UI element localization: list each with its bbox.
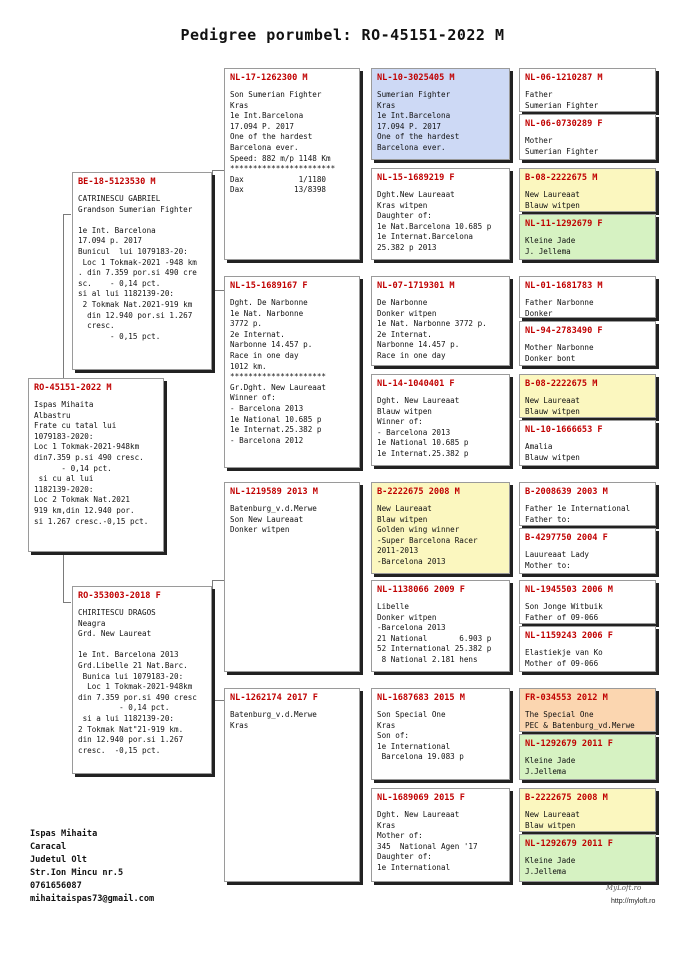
pigeon-details: The Special One PEC & Batenburg_vd.Merwe [525,710,635,730]
pigeon-details: Dght. New Laureaat Blauw witpen Winner of: - Barcelona 2013 1e National 10.685 p 1e Internat.25.382 p [377,396,469,458]
ring-number: B-2008639 2003 M [525,487,608,497]
owner-email[interactable]: mihaitaispas73@gmail.com [30,894,155,904]
pedigree-card-gen5[interactable] [519,788,656,832]
ring-number: NL-1292679 2011 F [525,739,613,749]
pedigree-card-gen4[interactable] [371,580,510,672]
owner-county: Judetul Olt [30,855,87,865]
pigeon-details: De Narbonne Donker witpen 1e Nat. Narbonne 3772 p. 2e Internat. Narbonne 14.457 p. Race in one day [377,298,487,360]
pedigree-card-gen5[interactable] [519,834,656,882]
pedigree-card-gen4[interactable] [371,168,510,260]
pigeon-details: CATRINESCU GABRIEL Grandson Sumerian Fighter 1e Int. Barcelona 17.094 p. 2017 Bunicul lui 1079183-20: Loc 1 Tokmak-2021 -948 km . din 7.359 por.si 490 cre sc. - 0,14 pct. si al lui 1182139-20: 2 Tokmak Nat.2021-919 km din 12.940 por.si 1.267 cresc. - 0,15 pct. [78,194,197,341]
ring-number: NL-15-1689219 F [377,173,455,183]
pedigree-card-gen5[interactable] [519,528,656,574]
pigeon-details: New Laureaat Blauw witpen [525,190,580,210]
ring-number: NL-1219589 2013 M [230,487,318,497]
ring-number: NL-1945503 2006 M [525,585,613,595]
pigeon-details: Ispas Mihaita Albastru Frate cu tatal lui 1079183-2020: Loc 1 Tokmak-2021-948km din7.359 p.si 490 cresc. - 0,14 pct. si cu al lui 1182139-2020: Loc 2 Tokmak Nat.2021 919 km,din 12.940 por. si 1.267 cresc.-0,15 pct. [34,400,149,526]
pedigree-card-gen4[interactable] [371,788,510,882]
pedigree-card-gen4[interactable] [371,374,510,466]
ring-number: NL-1138066 2009 F [377,585,465,595]
owner-street: Str.Ion Mincu nr.5 [30,868,124,878]
ring-number: B-2222675 2008 M [525,793,608,803]
pedigree-card-gen5[interactable] [519,114,656,160]
pigeon-details: Kleine Jade J.Jellema [525,856,576,876]
pedigree-card-dam-sire[interactable] [224,482,360,672]
pigeon-details: New Laureaat Blauw witpen [525,396,580,416]
pigeon-details: Father Narbonne Donker [525,298,594,318]
pigeon-details: Mother Sumerian Fighter [525,136,599,156]
ring-number: B-08-2222675 M [525,173,598,183]
pedigree-card-sire[interactable] [72,172,212,370]
ring-number: NL-1262174 2017 F [230,693,318,703]
ring-number: FR-034553 2012 M [525,693,608,703]
pedigree-card-gen5[interactable] [519,580,656,624]
ring-number: NL-1689069 2015 F [377,793,465,803]
ring-number: B-4297750 2004 F [525,533,608,543]
pigeon-details: Lauureaat Lady Mother to: [525,550,590,570]
pedigree-card-gen4[interactable] [371,482,510,574]
pedigree-card-sire-dam[interactable] [224,276,360,468]
pigeon-details: CHIRITESCU DRAGOS Neagra Grd. New Laureat 1e Int. Barcelona 2013 Grd.Libelle 21 Nat.Barc. Bunica lui 1079183-20: Loc 1 Tokmak-2021-948km din 7.359 por.si 490 cresc - 0,14 pct. si a lui 1182139-20: 2 Tokmak Nat"21-919 km. din 12.940 por.si 1.267 cresc. -0,15 pct. [78,608,197,755]
pigeon-details: Dght.New Laureaat Kras witpen Daughter of: 1e Nat.Barcelona 10.685 p 1e Internat.Barcelona 25.382 p 2013 [377,190,492,252]
pigeon-details: Elastiekje van Ko Mother of 09-066 [525,648,603,668]
site-url-link[interactable]: http://myloft.ro [611,898,656,905]
pigeon-details: Kleine Jade J.Jellema [525,756,576,776]
ring-number: NL-14-1040401 F [377,379,455,389]
pedigree-card-sire-sire[interactable] [224,68,360,260]
pedigree-card-gen5[interactable] [519,168,656,212]
pigeon-details: Mother Narbonne Donker bont [525,343,594,363]
pigeon-details: Libelle Donker witpen -Barcelona 2013 21 National 6.903 p 52 International 25.382 p 8 National 2.181 hens [377,602,492,664]
pedigree-card-gen5[interactable] [519,420,656,466]
connector-line [212,580,213,700]
connector-line [212,290,224,291]
pedigree-card-subject[interactable] [28,378,164,552]
pedigree-card-dam[interactable] [72,586,212,774]
owner-contact [30,828,154,906]
ring-number: RO-45151-2022 M [34,383,112,393]
pedigree-card-gen5[interactable] [519,321,656,366]
pedigree-card-gen5[interactable] [519,626,656,672]
connector-line [63,602,71,603]
pedigree-card-gen4[interactable] [371,688,510,780]
pigeon-details: Son Special One Kras Son of: 1e International Barcelona 19.083 p [377,710,464,762]
ring-number: NL-11-1292679 F [525,219,603,229]
pigeon-details: Father Sumerian Fighter [525,90,599,110]
ring-number: RO-353003-2018 F [78,591,161,601]
ring-number: NL-17-1262300 M [230,73,308,83]
page-title: Pedigree porumbel: RO-45151-2022 M [180,26,505,44]
pigeon-details: New Laureaat Blaw witpen [525,810,580,830]
ring-number: NL-1687683 2015 M [377,693,465,703]
pedigree-card-gen5[interactable] [519,688,656,732]
owner-city: Caracal [30,842,67,852]
ring-number: NL-15-1689167 F [230,281,308,291]
ring-number: B-2222675 2008 M [377,487,460,497]
ring-number: NL-07-1719301 M [377,281,455,291]
connector-line [212,700,224,701]
ring-number: NL-1292679 2011 F [525,839,613,849]
owner-phone: 0761656087 [30,881,82,891]
owner-name: Ispas Mihaita [30,829,98,839]
pedigree-card-gen5[interactable] [519,734,656,780]
pedigree-card-gen5[interactable] [519,68,656,112]
ring-number: NL-06-0730289 F [525,119,603,129]
pigeon-details: Father 1e International Father to: [525,504,631,524]
ring-number: NL-10-3025405 M [377,73,455,83]
pigeon-details: Kleine Jade J. Jellema [525,236,576,256]
connector-line [212,170,213,290]
connector-line [212,580,224,581]
pigeon-details: Sumerian Fighter Kras 1e Int.Barcelona 17.094 P. 2017 One of the hardest Barcelona ever. [377,90,460,152]
pigeon-details: Batenburg_v.d.Merwe Kras [230,710,317,730]
ring-number: NL-01-1681783 M [525,281,603,291]
connector-line [212,170,224,171]
ring-number: NL-06-1210287 M [525,73,603,83]
pigeon-details: Amalia Blauw witpen [525,442,580,462]
connector-line [63,214,71,215]
ring-number: B-08-2222675 M [525,379,598,389]
ring-number: BE-18-5123530 M [78,177,156,187]
pedigree-card-gen4[interactable] [371,68,510,160]
ring-number: NL-10-1666653 F [525,425,603,435]
pedigree-card-dam-dam[interactable] [224,688,360,882]
pigeon-details: New Laureaat Blaw witpen Golden wing winner -Super Barcelona Racer 2011-2013 -Barcelona 2013 [377,504,478,566]
pedigree-card-gen5[interactable] [519,374,656,418]
pedigree-card-gen4[interactable] [371,276,510,366]
ring-number: NL-94-2783490 F [525,326,603,336]
pigeon-details: Batenburg_v.d.Merwe Son New Laureaat Donker witpen [230,504,317,535]
pedigree-card-gen5[interactable] [519,214,656,260]
pedigree-card-gen5[interactable] [519,482,656,526]
ring-number: NL-1159243 2006 F [525,631,613,641]
pigeon-details: Dght. New Laureaat Kras Mother of: 345 National Agen '17 Daughter of: 1e International [377,810,478,872]
myloft-logo: MyLoft.ro [606,884,642,892]
connector-line [63,214,64,380]
pedigree-card-gen5[interactable] [519,276,656,318]
pigeon-details: Son Sumerian Fighter Kras 1e Int.Barcelona 17.094 P. 2017 One of the hardest Barcelona ever. Speed: 882 m/p 1148 Km *********************** Dax 1/1180 Dax 13/8398 [230,90,336,195]
pigeon-details: Son Jonge Witbuik Father of 09-066 [525,602,603,622]
pigeon-details: Dght. De Narbonne 1e Nat. Narbonne 3772 p. 2e Internat. Narbonne 14.457 p. Race in one day 1012 km. ********************* Gr.Dght. New Laureaat Winner of: - Barcelona 2013 1e National 10.685 p 1e Internat.25.382 p - Barcelona 2012 [230,298,327,445]
